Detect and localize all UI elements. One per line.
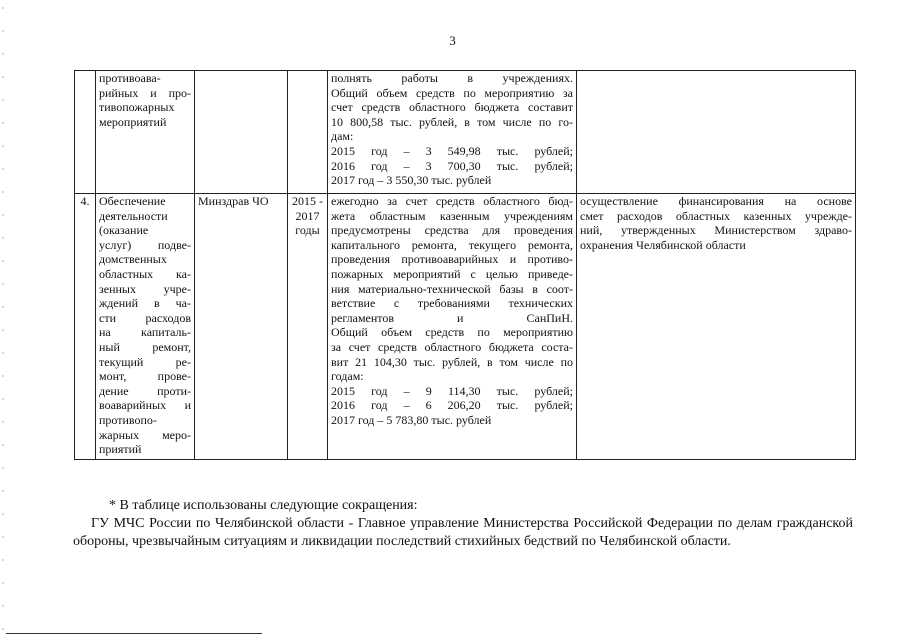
cell-line: областных ка- (99, 266, 191, 281)
cell-responsible: Минздрав ЧО (195, 194, 288, 460)
cell-line: жарных меро- (99, 427, 191, 442)
cell-line: охранения Челябинской области (580, 237, 746, 252)
cell-line: ний, утвержденных Министерством здраво- (580, 223, 852, 238)
cell-line: тивопожарных (99, 100, 175, 115)
cell-line: сти расходов (99, 310, 191, 325)
cell-line: пожарных мероприятий с целью приведе- (331, 266, 573, 281)
cell-responsible (195, 71, 288, 194)
cell-line: капитального ремонта, текущего ремонта, (331, 237, 573, 252)
cell-line: домственных (99, 252, 167, 267)
cell-line: монт, прове- (99, 369, 191, 384)
cell-line: осуществление финансирования на основе (580, 194, 852, 208)
cell-line: Общий объем средств по мероприятию (331, 325, 573, 340)
cell-line: проведения противоаварийных и противо- (331, 252, 573, 267)
cell-line: приятий (99, 442, 142, 457)
cell-line: услуг) подве- (99, 237, 191, 252)
cell-line: 2016 год – 6 206,20 тыс. рублей; (331, 398, 573, 413)
cell-line: предусмотрены средства для проведения (331, 223, 573, 238)
cell-term (288, 71, 328, 194)
table-row (75, 71, 856, 194)
cell-line: регламентов и СанПиН. (331, 310, 573, 325)
cell-line: годам: (331, 369, 364, 384)
cell-line: 2016 год – 3 700,30 тыс. рублей; (331, 158, 573, 173)
cell-line: противопо- (99, 412, 157, 427)
cell-line: вит 21 104,30 тыс. рублей, в том числе по (331, 354, 573, 369)
cell-line: 2015 год – 9 114,30 тыс. рублей; (331, 383, 573, 398)
footnote-body: ГУ МЧС России по Челябинской области - Главное управление Министерства Российской Федерации по делам гражданской обороны, чрезвычайным ситуациям и ликвидации последствий стихийных бедствий по Челябинской области. (73, 516, 853, 549)
cell-line: (оказание (99, 223, 149, 238)
cell-line: мероприятий (99, 114, 167, 129)
cell-description (328, 71, 577, 194)
cell-line: жета областным казенным учреждениям (331, 208, 573, 223)
cell-line: 2015 год – 3 549,98 тыс. рублей; (331, 143, 573, 158)
cell-number: 4. (75, 194, 96, 460)
bottom-rule (6, 633, 262, 634)
cell-line: ежегодно за счет средств областного бюд- (331, 194, 573, 208)
cell-description (328, 194, 577, 460)
cell-number (75, 71, 96, 194)
footnote (73, 497, 853, 551)
cell-line: за счет средств областного бюджета соста- (331, 339, 573, 354)
cell-line: ния материально-технической базы в соот- (331, 281, 573, 296)
cell-line: ветствие с требованиями технических (331, 296, 573, 311)
cell-line: счет средств областного бюджета составит (331, 100, 573, 115)
cell-line: 2017 год – 5 783,80 тыс. рублей (331, 412, 492, 427)
scan-margin-artifact (2, 0, 4, 640)
cell-line: 2017 год – 3 550,30 тыс. рублей (331, 173, 492, 188)
cell-line: зенных учре- (99, 281, 191, 296)
cell-line: Обеспечение (99, 194, 166, 208)
footnote-title: * В таблице использованы следующие сокращения: (109, 498, 418, 513)
cell-line: деятельности (99, 208, 168, 223)
cell-line: годы (295, 223, 320, 238)
cell-term (288, 194, 328, 460)
cell-line: смет расходов областных казенных учрежде- (580, 208, 852, 223)
cell-result (577, 71, 856, 194)
cell-line: 2017 (295, 208, 320, 223)
cell-line: 2015 - (292, 194, 323, 208)
cell-line: на капиталь- (99, 325, 191, 340)
cell-line: Общий объем средств по мероприятию за (331, 85, 573, 100)
cell-line: воаварийных и (99, 398, 191, 413)
cell-measure-name (96, 71, 195, 194)
cell-line: дам: (331, 129, 354, 144)
cell-measure-name (96, 194, 195, 460)
cell-line: противоава- (99, 71, 161, 85)
cell-line: текущий ре- (99, 354, 191, 369)
cell-line: рийных и про- (99, 85, 191, 100)
cell-line: 10 800,58 тыс. рублей, в том числе по го- (331, 114, 573, 129)
measures-table (74, 70, 856, 460)
cell-line: дение проти- (99, 383, 191, 398)
cell-line: ный ремонт, (99, 339, 191, 354)
cell-line: ждений в ча- (99, 296, 191, 311)
page-number: 3 (449, 33, 456, 48)
cell-line: полнять работы в учреждениях. (331, 71, 573, 85)
cell-result (577, 194, 856, 460)
table-row (75, 194, 856, 460)
